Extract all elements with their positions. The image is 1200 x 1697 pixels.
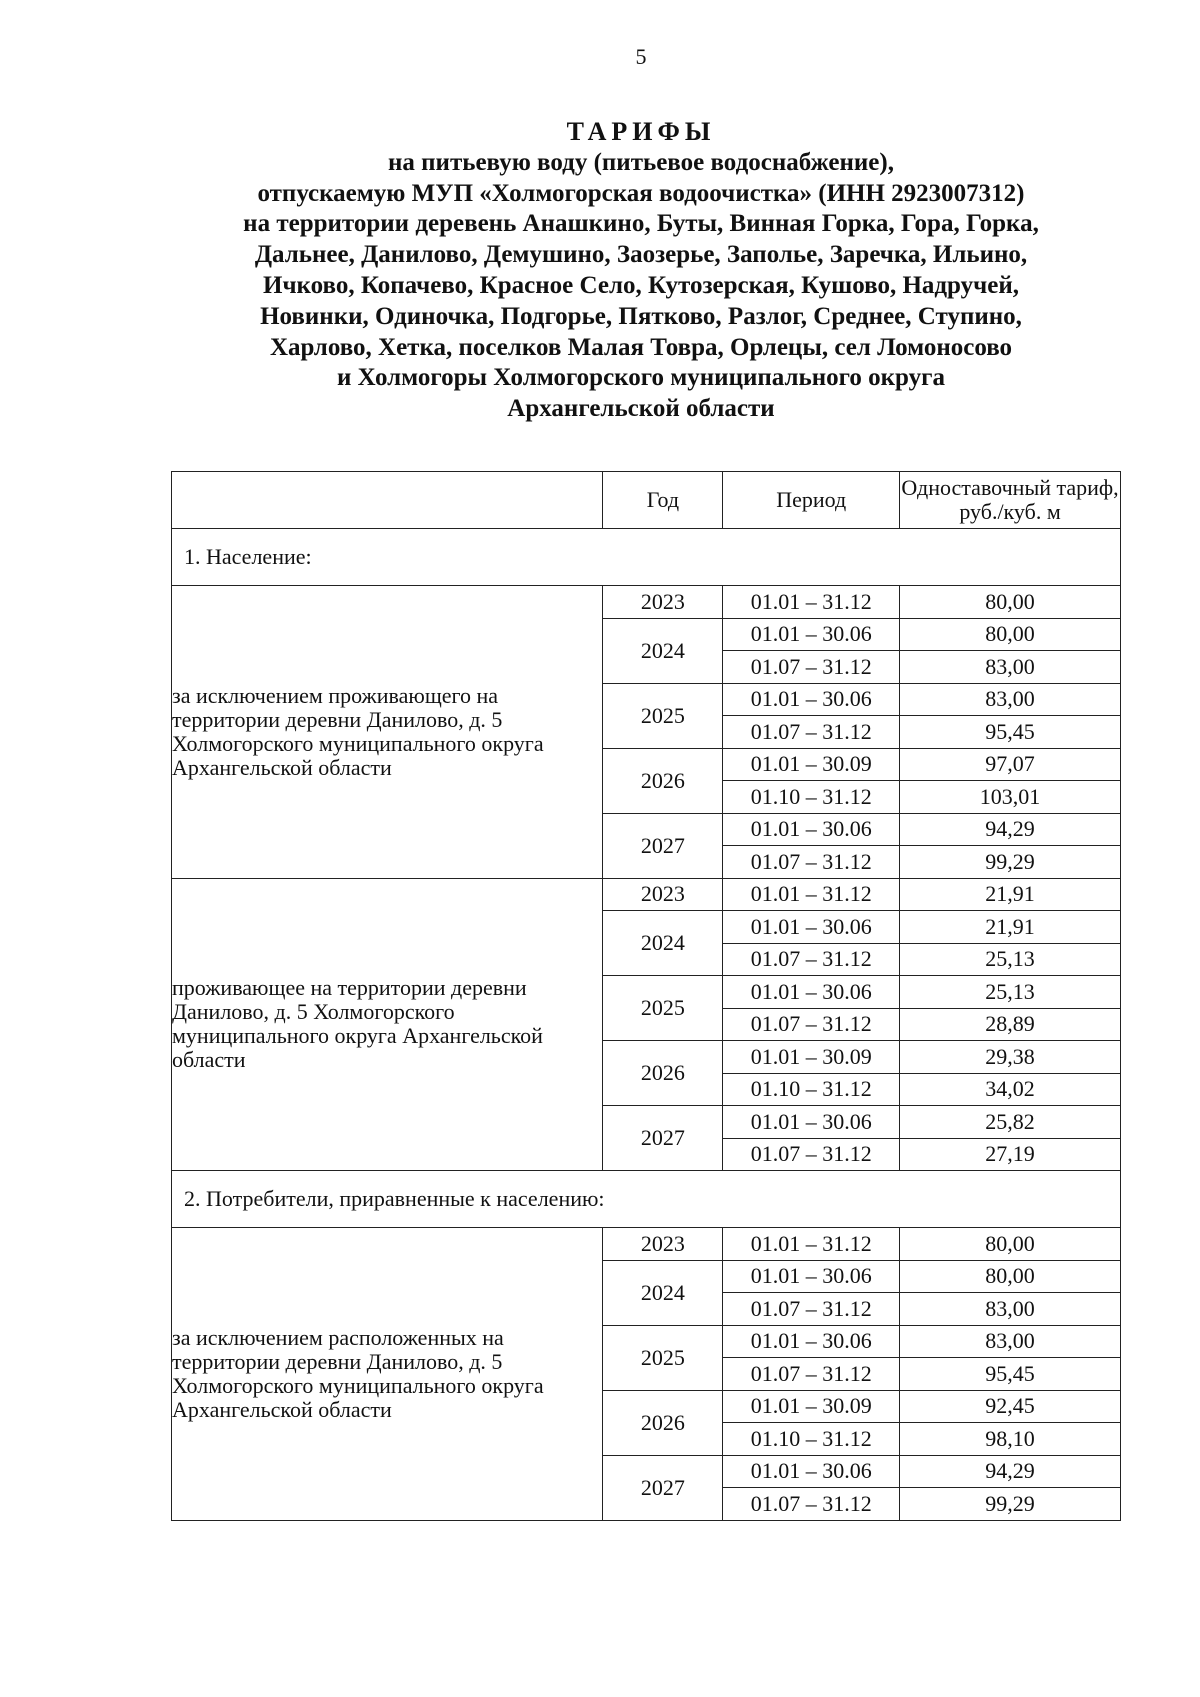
period-cell: 01.01 – 30.06: [723, 813, 900, 846]
table-body: [172, 529, 1121, 1521]
title-line: Архангельской области: [507, 395, 775, 423]
period-cell: 01.10 – 31.12: [723, 1073, 900, 1106]
consumer-description: проживающее на территории деревни Данилово, д. 5 Холмогорского муниципального округа Архангельской области: [172, 878, 603, 1171]
rate-cell: 94,29: [900, 1455, 1121, 1488]
year-cell: 2024: [603, 1260, 723, 1325]
year-cell: 2023: [603, 878, 723, 911]
year-cell: 2026: [603, 748, 723, 813]
rate-cell: 99,29: [900, 846, 1121, 879]
table-row: [172, 1228, 1121, 1261]
header-period: Период: [723, 472, 900, 529]
period-cell: 01.01 – 31.12: [723, 586, 900, 619]
year-cell: 2025: [603, 976, 723, 1041]
period-cell: 01.07 – 31.12: [723, 943, 900, 976]
period-cell: 01.01 – 30.06: [723, 1260, 900, 1293]
table-row: [172, 878, 1121, 911]
period-cell: 01.01 – 30.09: [723, 748, 900, 781]
consumer-description: за исключением проживающего на территории деревни Данилово, д. 5 Холмогорского муниципального округа Архангельской области: [172, 586, 603, 879]
rate-cell: 34,02: [900, 1073, 1121, 1106]
header-year: Год: [603, 472, 723, 529]
rate-cell: 95,45: [900, 716, 1121, 749]
year-cell: 2027: [603, 1106, 723, 1171]
document-title: [150, 117, 1132, 425]
period-cell: 01.07 – 31.12: [723, 1293, 900, 1326]
title-line: Харлово, Хетка, поселков Малая Товра, Орлецы, сел Ломоносово: [269, 333, 1013, 361]
title-line: Ичково, Копачево, Красное Село, Кутозерская, Кушово, Надручей,: [263, 271, 1019, 299]
rate-cell: 25,82: [900, 1106, 1121, 1139]
rate-cell: 83,00: [900, 651, 1121, 684]
rate-cell: 103,01: [900, 781, 1121, 814]
title-line: Дальнее, Данилово, Демушино, Заозерье, Заполье, Заречка, Ильино,: [254, 241, 1028, 269]
year-cell: 2025: [603, 1325, 723, 1390]
title-line: и Холмогоры Холмогорского муниципального округа: [337, 364, 945, 392]
rate-cell: 97,07: [900, 748, 1121, 781]
period-cell: 01.01 – 31.12: [723, 1228, 900, 1261]
year-cell: 2027: [603, 813, 723, 878]
rate-cell: 98,10: [900, 1423, 1121, 1456]
title-line: Новинки, Одиночка, Подгорье, Пятково, Разлог, Среднее, Ступино,: [260, 302, 1022, 330]
table-header-row: [172, 472, 1121, 529]
rate-cell: 83,00: [900, 683, 1121, 716]
header-category: [172, 472, 603, 529]
section-row: [172, 1171, 1121, 1228]
period-cell: 01.10 – 31.12: [723, 1423, 900, 1456]
section-row: [172, 529, 1121, 586]
rate-cell: 94,29: [900, 813, 1121, 846]
year-cell: 2023: [603, 1228, 723, 1261]
section-label: 2. Потребители, приравненные к населению:: [172, 1171, 1121, 1228]
tariff-table: [171, 471, 1121, 1521]
table-row: [172, 586, 1121, 619]
period-cell: 01.01 – 30.06: [723, 976, 900, 1009]
rate-cell: 80,00: [900, 586, 1121, 619]
rate-cell: 29,38: [900, 1041, 1121, 1074]
rate-cell: 99,29: [900, 1488, 1121, 1521]
period-cell: 01.07 – 31.12: [723, 651, 900, 684]
rate-cell: 80,00: [900, 1260, 1121, 1293]
period-cell: 01.07 – 31.12: [723, 1008, 900, 1041]
page-number: 5: [635, 44, 647, 69]
year-cell: 2024: [603, 911, 723, 976]
rate-cell: 27,19: [900, 1138, 1121, 1171]
period-cell: 01.01 – 30.09: [723, 1390, 900, 1423]
rate-cell: 21,91: [900, 878, 1121, 911]
rate-cell: 80,00: [900, 618, 1121, 651]
period-cell: 01.10 – 31.12: [723, 781, 900, 814]
rate-cell: 95,45: [900, 1358, 1121, 1391]
period-cell: 01.01 – 30.06: [723, 1106, 900, 1139]
year-cell: 2026: [603, 1390, 723, 1455]
rate-cell: 83,00: [900, 1325, 1121, 1358]
year-cell: 2027: [603, 1455, 723, 1520]
rate-cell: 28,89: [900, 1008, 1121, 1041]
period-cell: 01.07 – 31.12: [723, 846, 900, 879]
title-main: ТАРИФЫ: [566, 117, 716, 146]
rate-cell: 25,13: [900, 976, 1121, 1009]
title-line: на территории деревень Анашкино, Буты, Винная Горка, Гора, Горка,: [243, 210, 1039, 238]
year-cell: 2026: [603, 1041, 723, 1106]
rate-cell: 83,00: [900, 1293, 1121, 1326]
period-cell: 01.01 – 30.06: [723, 683, 900, 716]
period-cell: 01.01 – 30.06: [723, 1325, 900, 1358]
period-cell: 01.01 – 30.09: [723, 1041, 900, 1074]
consumer-description: за исключением расположенных на территории деревни Данилово, д. 5 Холмогорского муниципального округа Архангельской области: [172, 1228, 603, 1521]
title-line: на питьевую воду (питьевое водоснабжение),: [388, 148, 894, 176]
header-rate: Одноставочный тариф, руб./куб. м: [900, 472, 1121, 529]
period-cell: 01.07 – 31.12: [723, 1358, 900, 1391]
rate-cell: 92,45: [900, 1390, 1121, 1423]
year-cell: 2024: [603, 618, 723, 683]
title-line: отпускаемую МУП «Холмогорская водоочистка» (ИНН 2923007312): [257, 179, 1025, 207]
period-cell: 01.07 – 31.12: [723, 1488, 900, 1521]
section-label: 1. Население:: [172, 529, 1121, 586]
period-cell: 01.01 – 31.12: [723, 878, 900, 911]
rate-cell: 25,13: [900, 943, 1121, 976]
rate-cell: 80,00: [900, 1228, 1121, 1261]
period-cell: 01.01 – 30.06: [723, 911, 900, 944]
period-cell: 01.01 – 30.06: [723, 1455, 900, 1488]
year-cell: 2023: [603, 586, 723, 619]
rate-cell: 21,91: [900, 911, 1121, 944]
period-cell: 01.07 – 31.12: [723, 716, 900, 749]
year-cell: 2025: [603, 683, 723, 748]
period-cell: 01.01 – 30.06: [723, 618, 900, 651]
period-cell: 01.07 – 31.12: [723, 1138, 900, 1171]
